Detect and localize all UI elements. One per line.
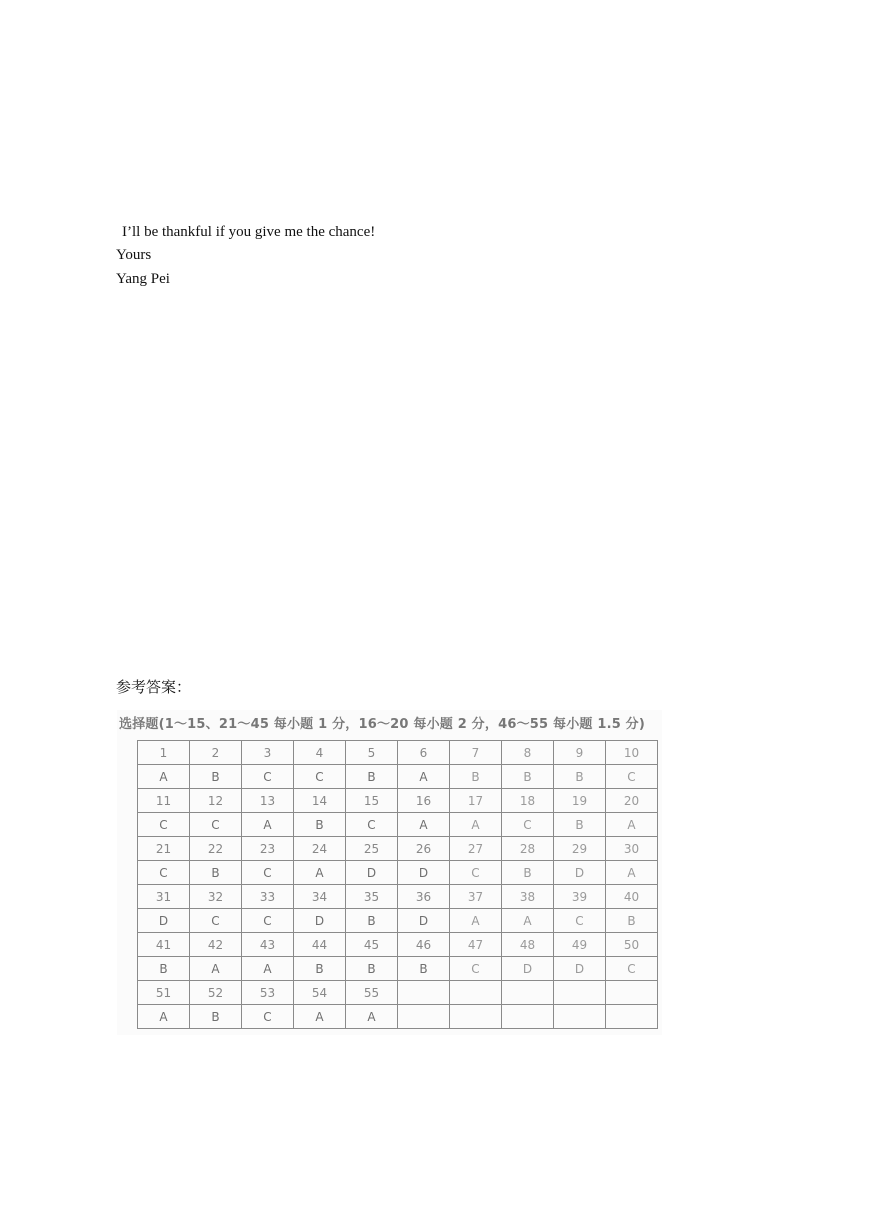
- question-number-cell: 35: [346, 885, 398, 909]
- answer-cell: [398, 1005, 450, 1029]
- answer-row: [138, 1005, 658, 1029]
- answer-cell: A: [450, 813, 502, 837]
- question-number-cell: 43: [242, 933, 294, 957]
- answer-cell: A: [398, 765, 450, 789]
- question-number-cell: 6: [398, 741, 450, 765]
- answer-cell: B: [346, 765, 398, 789]
- answer-cell: A: [606, 861, 658, 885]
- answer-cell: B: [554, 765, 606, 789]
- question-number-cell: 21: [138, 837, 190, 861]
- answer-cell: D: [502, 957, 554, 981]
- answer-cell: C: [138, 813, 190, 837]
- question-number-cell: 18: [502, 789, 554, 813]
- answer-cell: D: [294, 909, 346, 933]
- question-number-cell: 22: [190, 837, 242, 861]
- question-number-row: [138, 933, 658, 957]
- answer-cell: B: [190, 1005, 242, 1029]
- answer-cell: A: [138, 1005, 190, 1029]
- question-number-cell: 1: [138, 741, 190, 765]
- answer-cell: [606, 1005, 658, 1029]
- answer-cell: B: [398, 957, 450, 981]
- question-number-cell: 28: [502, 837, 554, 861]
- answer-cell: C: [554, 909, 606, 933]
- question-number-cell: 41: [138, 933, 190, 957]
- question-number-cell: 19: [554, 789, 606, 813]
- answer-cell: D: [138, 909, 190, 933]
- question-number-cell: 40: [606, 885, 658, 909]
- answer-cell: [450, 1005, 502, 1029]
- answer-cell: C: [502, 813, 554, 837]
- question-number-cell: 34: [294, 885, 346, 909]
- answer-cell: B: [294, 813, 346, 837]
- answer-cell: C: [242, 909, 294, 933]
- question-number-cell: 50: [606, 933, 658, 957]
- answer-cell: D: [554, 957, 606, 981]
- answer-cell: B: [502, 861, 554, 885]
- answer-cell: A: [346, 1005, 398, 1029]
- answer-row: [138, 813, 658, 837]
- answer-cell: A: [606, 813, 658, 837]
- question-number-cell: 33: [242, 885, 294, 909]
- question-number-row: [138, 741, 658, 765]
- answer-cell: B: [554, 813, 606, 837]
- question-number-cell: 5: [346, 741, 398, 765]
- answer-cell: A: [294, 861, 346, 885]
- question-number-cell: 24: [294, 837, 346, 861]
- answer-cell: D: [554, 861, 606, 885]
- answer-cell: A: [242, 957, 294, 981]
- question-number-cell: 14: [294, 789, 346, 813]
- question-number-cell: 54: [294, 981, 346, 1005]
- answer-cell: B: [502, 765, 554, 789]
- answer-row: [138, 957, 658, 981]
- question-number-cell: 8: [502, 741, 554, 765]
- answer-cell: C: [190, 909, 242, 933]
- question-number-cell: 23: [242, 837, 294, 861]
- question-number-cell: 25: [346, 837, 398, 861]
- answer-cell: B: [450, 765, 502, 789]
- question-number-cell: 29: [554, 837, 606, 861]
- answer-cell: D: [346, 861, 398, 885]
- answer-cell: A: [138, 765, 190, 789]
- question-number-cell: 7: [450, 741, 502, 765]
- answer-cell: A: [502, 909, 554, 933]
- question-number-row: [138, 837, 658, 861]
- answer-cell: B: [190, 861, 242, 885]
- answer-row: [138, 861, 658, 885]
- answer-cell: C: [242, 861, 294, 885]
- question-number-cell: 17: [450, 789, 502, 813]
- answer-cell: C: [190, 813, 242, 837]
- answer-cell: [502, 1005, 554, 1029]
- answer-cell: A: [242, 813, 294, 837]
- answer-cell: [554, 1005, 606, 1029]
- answer-cell: C: [450, 861, 502, 885]
- question-number-cell: 37: [450, 885, 502, 909]
- question-number-cell: 13: [242, 789, 294, 813]
- answer-cell: D: [398, 909, 450, 933]
- answer-sheet-caption: 选择题(1～15、21～45 每小题 1 分，16～20 每小题 2 分，46～55 每小题 1.5 分): [119, 717, 646, 732]
- letter-closing: Yours: [116, 247, 152, 263]
- question-number-cell: [450, 981, 502, 1005]
- question-number-cell: 44: [294, 933, 346, 957]
- answer-cell: A: [398, 813, 450, 837]
- letter-thanks-line: I’ll be thankful if you give me the chance!: [122, 224, 376, 240]
- question-number-cell: 52: [190, 981, 242, 1005]
- answer-cell: C: [138, 861, 190, 885]
- question-number-cell: 47: [450, 933, 502, 957]
- question-number-cell: 20: [606, 789, 658, 813]
- answer-row: [138, 909, 658, 933]
- question-number-row: [138, 789, 658, 813]
- question-number-cell: 15: [346, 789, 398, 813]
- question-number-cell: 12: [190, 789, 242, 813]
- answer-row: [138, 765, 658, 789]
- question-number-cell: 30: [606, 837, 658, 861]
- answer-cell: B: [346, 909, 398, 933]
- answers-heading: 参考答案：: [116, 678, 192, 696]
- question-number-cell: 4: [294, 741, 346, 765]
- answer-cell: C: [294, 765, 346, 789]
- question-number-cell: 53: [242, 981, 294, 1005]
- question-number-cell: 45: [346, 933, 398, 957]
- question-number-cell: 48: [502, 933, 554, 957]
- answer-cell: C: [606, 957, 658, 981]
- question-number-cell: [554, 981, 606, 1005]
- question-number-cell: 31: [138, 885, 190, 909]
- answer-cell: B: [346, 957, 398, 981]
- question-number-cell: 3: [242, 741, 294, 765]
- question-number-cell: 9: [554, 741, 606, 765]
- answer-table: [137, 740, 658, 1029]
- question-number-row: [138, 885, 658, 909]
- question-number-cell: 42: [190, 933, 242, 957]
- question-number-cell: 36: [398, 885, 450, 909]
- answer-cell: C: [606, 765, 658, 789]
- answer-cell: A: [450, 909, 502, 933]
- question-number-cell: 27: [450, 837, 502, 861]
- answer-sheet-scan: [117, 710, 662, 1035]
- question-number-cell: 10: [606, 741, 658, 765]
- question-number-cell: 51: [138, 981, 190, 1005]
- question-number-row: [138, 981, 658, 1005]
- question-number-cell: [606, 981, 658, 1005]
- question-number-cell: 38: [502, 885, 554, 909]
- answer-cell: A: [190, 957, 242, 981]
- question-number-cell: 26: [398, 837, 450, 861]
- answer-cell: C: [450, 957, 502, 981]
- question-number-cell: 39: [554, 885, 606, 909]
- question-number-cell: 55: [346, 981, 398, 1005]
- answer-cell: A: [294, 1005, 346, 1029]
- question-number-cell: 32: [190, 885, 242, 909]
- question-number-cell: [398, 981, 450, 1005]
- question-number-cell: 11: [138, 789, 190, 813]
- answer-cell: D: [398, 861, 450, 885]
- question-number-cell: 16: [398, 789, 450, 813]
- answer-cell: C: [242, 1005, 294, 1029]
- answer-cell: B: [138, 957, 190, 981]
- question-number-cell: [502, 981, 554, 1005]
- letter-signature: Yang Pei: [116, 271, 170, 287]
- question-number-cell: 46: [398, 933, 450, 957]
- question-number-cell: 49: [554, 933, 606, 957]
- answer-cell: C: [346, 813, 398, 837]
- answer-cell: B: [294, 957, 346, 981]
- answer-cell: B: [606, 909, 658, 933]
- answer-cell: B: [190, 765, 242, 789]
- answer-cell: C: [242, 765, 294, 789]
- question-number-cell: 2: [190, 741, 242, 765]
